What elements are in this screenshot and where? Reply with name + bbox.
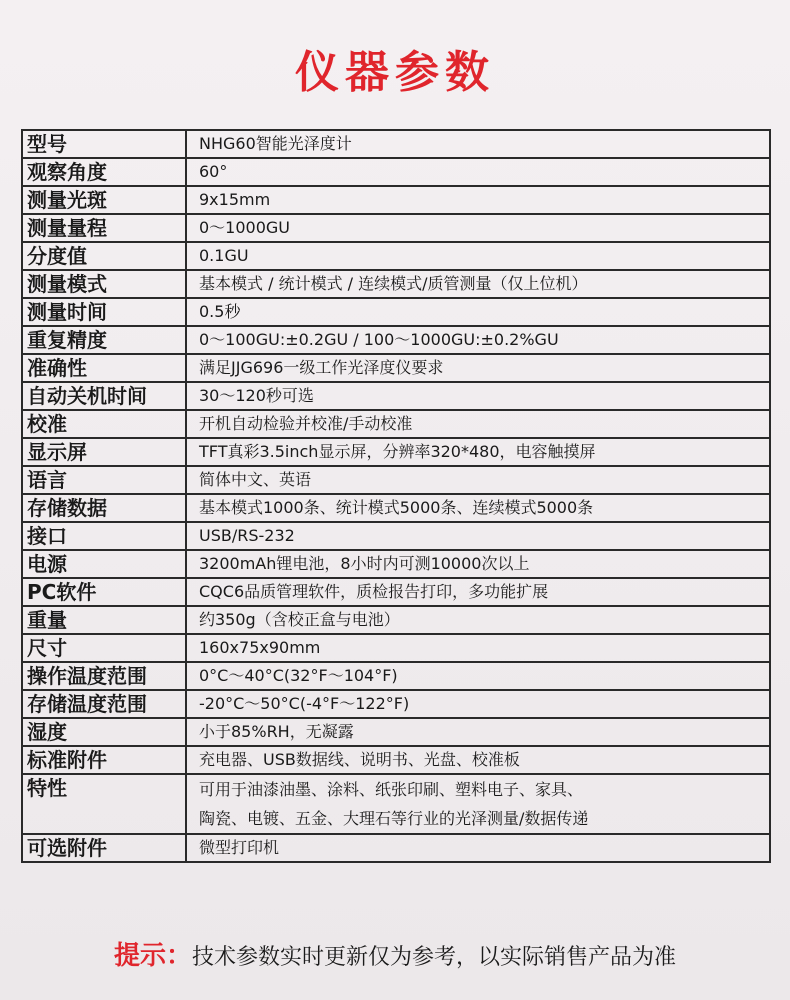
table-row bbox=[22, 270, 770, 298]
table-row bbox=[22, 354, 770, 382]
spec-value: 0°C～40°C(32°F～104°F) bbox=[186, 662, 770, 690]
spec-label: 校准 bbox=[22, 410, 186, 438]
table-row bbox=[22, 550, 770, 578]
table-row bbox=[22, 242, 770, 270]
spec-value: 充电器、USB数据线、说明书、光盘、校准板 bbox=[186, 746, 770, 774]
spec-value: 小于85%RH，无凝露 bbox=[186, 718, 770, 746]
table-row bbox=[22, 298, 770, 326]
table-row bbox=[22, 494, 770, 522]
spec-value: 开机自动检验并校准/手动校准 bbox=[186, 410, 770, 438]
table-row bbox=[22, 326, 770, 354]
spec-label: 特性 bbox=[22, 774, 186, 834]
spec-value: 0.5秒 bbox=[186, 298, 770, 326]
spec-label: 测量模式 bbox=[22, 270, 186, 298]
spec-value: 9x15mm bbox=[186, 186, 770, 214]
spec-value: USB/RS-232 bbox=[186, 522, 770, 550]
spec-label: PC软件 bbox=[22, 578, 186, 606]
spec-value: 满足JJG696一级工作光泽度仪要求 bbox=[186, 354, 770, 382]
table-row bbox=[22, 718, 770, 746]
spec-value: -20°C～50°C(-4°F～122°F) bbox=[186, 690, 770, 718]
spec-label: 电源 bbox=[22, 550, 186, 578]
spec-table bbox=[21, 129, 771, 863]
spec-value: NHG60智能光泽度计 bbox=[186, 130, 770, 158]
spec-label: 测量量程 bbox=[22, 214, 186, 242]
spec-value: 160x75x90mm bbox=[186, 634, 770, 662]
notice bbox=[0, 934, 790, 981]
table-row bbox=[22, 834, 770, 862]
table-row bbox=[22, 410, 770, 438]
spec-value: 30～120秒可选 bbox=[186, 382, 770, 410]
spec-value: TFT真彩3.5inch显示屏，分辨率320*480，电容触摸屏 bbox=[186, 438, 770, 466]
spec-value-line: 可用于油漆油墨、涂料、纸张印刷、塑料电子、家具、 bbox=[199, 780, 584, 799]
spec-label: 型号 bbox=[22, 130, 186, 158]
spec-label: 存储温度范围 bbox=[22, 690, 186, 718]
spec-value: 约350g（含校正盒与电池） bbox=[186, 606, 770, 634]
spec-label: 自动关机时间 bbox=[22, 382, 186, 410]
spec-value: 3200mAh锂电池，8小时内可测10000次以上 bbox=[186, 550, 770, 578]
spec-value: CQC6品质管理软件，质检报告打印，多功能扩展 bbox=[186, 578, 770, 606]
spec-value: 60° bbox=[186, 158, 770, 186]
spec-value: 基本模式1000条、统计模式5000条、连续模式5000条 bbox=[186, 494, 770, 522]
spec-label: 标准附件 bbox=[22, 746, 186, 774]
spec-value: 微型打印机 bbox=[186, 834, 770, 862]
spec-label: 重量 bbox=[22, 606, 186, 634]
table-row bbox=[22, 158, 770, 186]
spec-label: 测量光斑 bbox=[22, 186, 186, 214]
spec-label: 观察角度 bbox=[22, 158, 186, 186]
page-title: 仪器参数 bbox=[295, 47, 495, 98]
spec-label: 湿度 bbox=[22, 718, 186, 746]
spec-label: 存储数据 bbox=[22, 494, 186, 522]
spec-label: 测量时间 bbox=[22, 298, 186, 326]
spec-label: 接口 bbox=[22, 522, 186, 550]
notice-text: 技术参数实时更新仅为参考，以实际销售产品为准 bbox=[192, 945, 677, 970]
table-row bbox=[22, 578, 770, 606]
spec-label: 准确性 bbox=[22, 354, 186, 382]
table-row bbox=[22, 690, 770, 718]
notice-label: 提示： bbox=[113, 941, 192, 971]
spec-value-line: 陶瓷、电镀、五金、大理石等行业的光泽测量/数据传递 bbox=[199, 809, 589, 828]
spec-value: 0.1GU bbox=[186, 242, 770, 270]
spec-value bbox=[186, 774, 770, 834]
table-row bbox=[22, 214, 770, 242]
spec-label: 分度值 bbox=[22, 242, 186, 270]
table-row bbox=[22, 438, 770, 466]
spec-value: 简体中文、英语 bbox=[186, 466, 770, 494]
table-row bbox=[22, 522, 770, 550]
table-row bbox=[22, 382, 770, 410]
table-row bbox=[22, 634, 770, 662]
spec-label: 操作温度范围 bbox=[22, 662, 186, 690]
table-row bbox=[22, 746, 770, 774]
spec-value: 0～100GU:±0.2GU / 100～1000GU:±0.2%GU bbox=[186, 326, 770, 354]
table-row bbox=[22, 466, 770, 494]
spec-value: 0～1000GU bbox=[186, 214, 770, 242]
spec-label: 语言 bbox=[22, 466, 186, 494]
table-row bbox=[22, 606, 770, 634]
spec-value: 基本模式 / 统计模式 / 连续模式/质管测量（仅上位机） bbox=[186, 270, 770, 298]
spec-label: 尺寸 bbox=[22, 634, 186, 662]
table-row bbox=[22, 186, 770, 214]
table-row bbox=[22, 774, 770, 834]
spec-label: 可选附件 bbox=[22, 834, 186, 862]
spec-label: 重复精度 bbox=[22, 326, 186, 354]
spec-label: 显示屏 bbox=[22, 438, 186, 466]
table-row bbox=[22, 130, 770, 158]
table-row bbox=[22, 662, 770, 690]
